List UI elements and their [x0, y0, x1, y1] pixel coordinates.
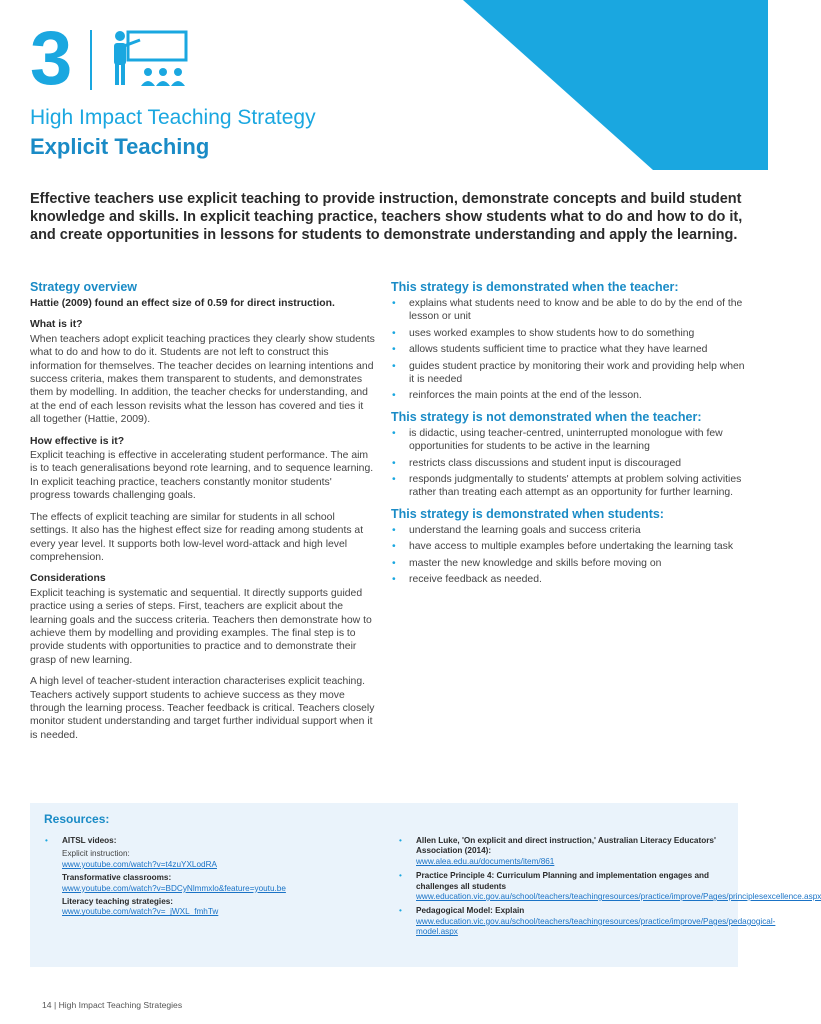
list-item: • understand the learning goals and success criteria	[391, 524, 746, 537]
resource-link[interactable]: www.education.vic.gov.au/school/teachers/teachingresources/practice/improve/Pages/pedagogical-model.aspx	[416, 916, 776, 937]
page-title: Explicit Teaching	[30, 134, 210, 159]
resources-left	[44, 836, 374, 922]
list-item: • allows students sufficient time to practice what they have learned	[391, 343, 746, 356]
resource-label: • Pedagogical Model: Explain	[416, 906, 525, 916]
what-is-it-text: When teachers adopt explicit teaching practices they clearly show students what to do and how to do it. Students are not left to construct this information for themselves. The teacher decides on learning intentions and success criteria, makes them transparent to students, and demonstrates them by modelling. In addition, the teacher checks for understanding, and at the end of each lesson revisits what the lesson has covered and ties it all together (Hattie, 2009).	[30, 333, 375, 426]
resource-label: • Practice Principle 4: Curriculum Planning and implementation engages and challenges all students	[416, 871, 709, 891]
demonstrated-teacher-heading: This strategy is demonstrated when the teacher:	[391, 280, 679, 294]
resource-label: Literacy teaching strategies:	[62, 897, 174, 907]
how-effective-text-2: The effects of explicit teaching are similar for students in all school settings. It also has the highest effect size for reading among students at every year level. It supports both low-level word-attack and high level comprehension.	[30, 511, 364, 563]
considerations-heading: Considerations	[30, 573, 106, 585]
strategy-number: 3	[30, 16, 71, 101]
how-effective-text-1: Explicit teaching is effective in accelerating student performance. The aim is to teach generalisations beyond rote learning, and to sequence learning. In explicit teaching practice, teachers constantly monitor students' progress towards challenging goals.	[30, 450, 374, 502]
resources-right	[398, 836, 821, 942]
resource-item	[398, 836, 728, 867]
resource-link[interactable]: www.youtube.com/watch?v=BDCyNlmmxlo&feature=youtu.be	[62, 883, 286, 893]
resource-label: • Allen Luke, 'On explicit and direct instruction,' Australian Literacy Educators' Association (2014):	[416, 836, 716, 856]
list-item: • receive feedback as needed.	[391, 573, 746, 586]
right-column	[391, 279, 746, 593]
demonstrated-students-heading: This strategy is demonstrated when students:	[391, 506, 664, 521]
resource-label: Explicit instruction:	[62, 849, 130, 859]
resource-item-aitsl	[44, 836, 374, 918]
resource-item	[398, 906, 776, 937]
resource-link[interactable]: www.alea.edu.au/documents/item/861	[416, 856, 555, 866]
what-is-it-heading: What is it?	[30, 319, 83, 331]
demonstrated-students-list	[391, 524, 746, 587]
list-item: • is didactic, using teacher-centred, uninterrupted monologue with few opportunities for students to be active in the learning	[391, 427, 746, 454]
corner-triangle-decoration	[463, 0, 768, 170]
not-demonstrated-heading: This strategy is not demonstrated when the teacher:	[391, 409, 702, 424]
not-demonstrated-list	[391, 427, 746, 500]
teacher-at-board-icon	[110, 30, 190, 90]
list-item: • reinforces the main points at the end of the lesson.	[391, 389, 746, 402]
resources-heading: Resources:	[44, 812, 110, 826]
considerations-text-1: Explicit teaching is systematic and sequential. It directly supports guided practice using a series of steps. First, teachers are explicit about the learning goals and the success criteria. Teachers then demonstrate how to achieve them by modelling and providing examples. The final step is to provide students with opportunities to practice and to demonstrate their grasp of new learning.	[30, 587, 372, 666]
considerations-text-2: A high level of teacher-student interaction characterises explicit teaching. Teachers actively support students to achieve success as they move through the learning process. Teacher feedback is critical. Teachers closely monitor student understanding and target further individual support when it is needed.	[30, 676, 375, 741]
list-item: • uses worked examples to show students how to do something	[391, 327, 746, 340]
list-item: • explains what students need to know and be able to do by the end of the lesson or unit	[391, 297, 746, 324]
left-column	[30, 279, 375, 750]
resource-link[interactable]: www.education.vic.gov.au/school/teachers/teachingresources/practice/improve/Pages/principlesexcellence.aspx	[416, 892, 821, 902]
how-effective-heading: How effective is it?	[30, 435, 125, 447]
header-divider	[90, 30, 92, 90]
demonstrated-teacher-list	[391, 297, 746, 403]
list-item: • master the new knowledge and skills before moving on	[391, 557, 746, 570]
aitsl-label: • AITSL videos:	[62, 836, 117, 845]
resource-link[interactable]: www.youtube.com/watch?v=_jWXL_fmhTw	[62, 907, 219, 917]
resource-link[interactable]: www.youtube.com/watch?v=t4zuYXLodRA	[62, 859, 217, 869]
hattie-effect-line: Hattie (2009) found an effect size of 0.59 for direct instruction.	[30, 298, 335, 309]
list-item: • guides student practice by monitoring their work and providing help when it is needed	[391, 360, 746, 387]
list-item: • responds judgmentally to students' attempts at problem solving activities rather than treating each attempt as an opportunity for further learning.	[391, 473, 746, 500]
list-item: • have access to multiple examples before undertaking the learning task	[391, 540, 746, 553]
strategy-overview-heading: Strategy overview	[30, 280, 137, 294]
list-item: • restricts class discussions and student input is discouraged	[391, 457, 746, 470]
intro-paragraph: Effective teachers use explicit teaching to provide instruction, demonstrate concepts and build student knowledge and skills. In explicit teaching practice, teachers show students what to do and how to do it, and create opportunities in lessons for students to demonstrate understanding and apply the learning.	[30, 191, 743, 243]
page-kicker: High Impact Teaching Strategy	[30, 106, 316, 129]
page-footer: 14 | High Impact Teaching Strategies	[42, 1000, 183, 1010]
resource-item	[398, 871, 821, 902]
resource-label: Transformative classrooms:	[62, 873, 172, 883]
